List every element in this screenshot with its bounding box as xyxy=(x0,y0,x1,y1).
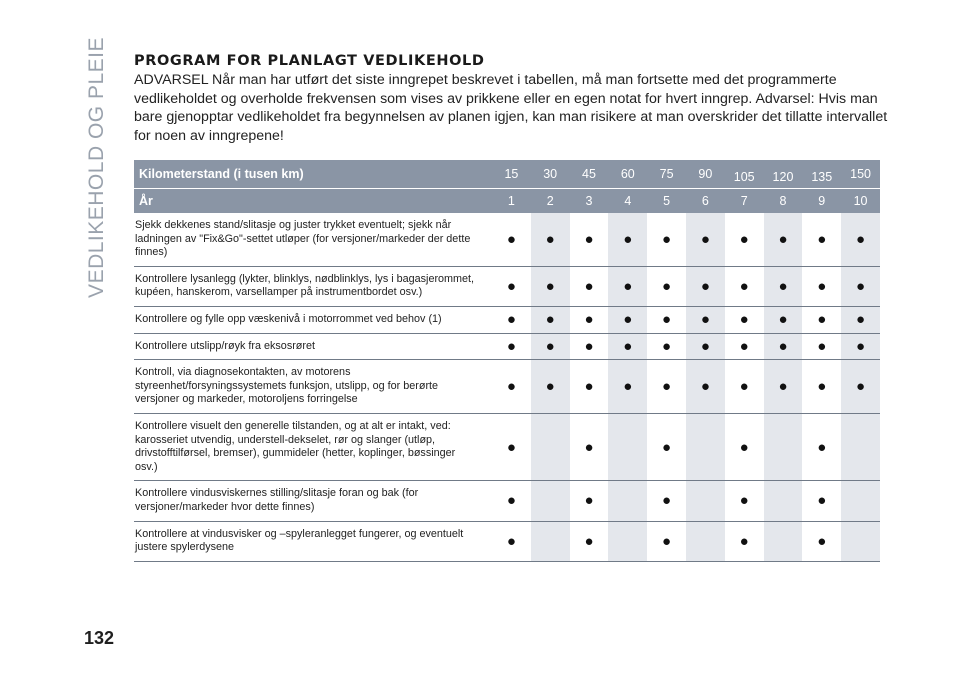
maintenance-schedule-table xyxy=(134,160,880,562)
schedule-cell xyxy=(725,267,764,306)
schedule-cell xyxy=(802,360,841,413)
row-description: Kontrollere visuelt den generelle tilstanden, og at alt er intakt, ved: karosseriet utvendig, understell-dekselet, rør og slanger (utløp, drivstofftilførsel, bremser), gummideler (hetter, koplinger, bøssinger osv.) xyxy=(135,419,456,473)
interval-dot-icon: ● xyxy=(584,532,594,550)
header-km-cell: 90 xyxy=(698,167,713,181)
interval-dot-icon: ● xyxy=(506,532,516,550)
schedule-cell xyxy=(802,213,841,266)
section-side-title-text: VEDLIKEHOLD OG PLEIE xyxy=(85,37,108,298)
schedule-cell xyxy=(725,360,764,413)
schedule-cell xyxy=(492,213,531,266)
interval-dot-icon: ● xyxy=(662,311,672,329)
interval-dot-icon: ● xyxy=(856,337,866,355)
schedule-cell xyxy=(841,481,880,520)
interval-dot-icon: ● xyxy=(506,438,516,456)
schedule-cell xyxy=(725,334,764,360)
row-description: Kontrollere at vindusvisker og –spyleranlegget fungerer, og eventuelt justere spylerdysene xyxy=(135,527,464,554)
schedule-cell xyxy=(686,414,725,480)
interval-dot-icon: ● xyxy=(506,337,516,355)
interval-dot-icon: ● xyxy=(739,311,749,329)
schedule-cell xyxy=(492,414,531,480)
schedule-cell xyxy=(686,334,725,360)
schedule-cell xyxy=(647,522,686,561)
interval-dot-icon: ● xyxy=(856,277,866,295)
intro-warning-text: ADVARSEL Når man har utført det siste inngrepet beskrevet i tabellen, må man fortsette med det programmerte vedlikeholdet og overholde frekvensen som vises av prikkene eller en egen notat for hvert inngrep. Advarsel: Hvis man bare gjenopptar vedlikeholdet fra begynnelsen av planen igjen, kan man risikere at man overskrider det tillatte intervallet for noen av inngrepene! xyxy=(134,72,888,144)
schedule-cell xyxy=(570,414,609,480)
schedule-cell xyxy=(764,481,803,520)
interval-dot-icon: ● xyxy=(545,337,555,355)
year-header-cells xyxy=(492,189,880,213)
interval-dot-icon: ● xyxy=(817,277,827,295)
schedule-cell xyxy=(686,481,725,520)
interval-dot-icon: ● xyxy=(662,492,672,510)
interval-dot-icon: ● xyxy=(856,378,866,396)
row-description: Kontrollere vindusviskernes stilling/slitasje foran og bak (for versjoner/markeder hvor dette finnes) xyxy=(135,487,419,513)
interval-dot-icon: ● xyxy=(623,277,633,295)
schedule-cell xyxy=(570,360,609,413)
interval-dot-icon: ● xyxy=(662,337,672,355)
schedule-cell xyxy=(686,360,725,413)
interval-dot-icon: ● xyxy=(584,438,594,456)
schedule-cell xyxy=(764,213,803,266)
interval-dot-icon: ● xyxy=(545,277,555,295)
interval-dot-icon: ● xyxy=(506,311,516,329)
row-cells xyxy=(492,360,880,413)
header-km-cell: 30 xyxy=(543,167,558,181)
table-row xyxy=(134,307,880,334)
schedule-cell xyxy=(725,307,764,333)
schedule-cell xyxy=(725,481,764,520)
schedule-cell xyxy=(608,213,647,266)
header-year-label: År xyxy=(139,194,153,208)
row-description: Kontroll, via diagnosekontakten, av motorens styreenhet/forsyningssystemets funksjon, utslipp, og for berørte versjoner og markeder, motoroljens forringelse xyxy=(135,366,439,406)
schedule-cell xyxy=(531,267,570,306)
interval-dot-icon: ● xyxy=(506,492,516,510)
schedule-cell xyxy=(492,334,531,360)
page-heading: PROGRAM FOR PLANLAGT VEDLIKEHOLD xyxy=(134,53,485,69)
schedule-cell xyxy=(531,213,570,266)
schedule-cell xyxy=(647,481,686,520)
schedule-cell xyxy=(608,307,647,333)
schedule-cell xyxy=(841,213,880,266)
table-row xyxy=(134,213,880,267)
interval-dot-icon: ● xyxy=(856,230,866,248)
interval-dot-icon: ● xyxy=(623,230,633,248)
schedule-cell xyxy=(608,522,647,561)
interval-dot-icon: ● xyxy=(506,230,516,248)
schedule-cell xyxy=(570,334,609,360)
interval-dot-icon: ● xyxy=(778,311,788,329)
schedule-cell xyxy=(608,414,647,480)
schedule-cell xyxy=(841,522,880,561)
schedule-cell xyxy=(608,360,647,413)
schedule-cell xyxy=(608,334,647,360)
interval-dot-icon: ● xyxy=(584,378,594,396)
schedule-cell xyxy=(841,334,880,360)
interval-dot-icon: ● xyxy=(778,378,788,396)
row-description: Kontrollere utslipp/røyk fra eksosrøret xyxy=(135,339,316,352)
interval-dot-icon: ● xyxy=(739,532,749,550)
schedule-cell xyxy=(725,414,764,480)
schedule-cell xyxy=(764,414,803,480)
km-header-cells xyxy=(492,160,880,188)
interval-dot-icon: ● xyxy=(662,230,672,248)
schedule-cell xyxy=(647,213,686,266)
interval-dot-icon: ● xyxy=(739,378,749,396)
header-row-year xyxy=(134,189,880,213)
interval-dot-icon: ● xyxy=(856,311,866,329)
header-year-cell: 10 xyxy=(853,194,868,208)
schedule-cell xyxy=(570,307,609,333)
interval-dot-icon: ● xyxy=(739,337,749,355)
schedule-cell xyxy=(492,360,531,413)
interval-dot-icon: ● xyxy=(506,277,516,295)
header-km-cell: 105 xyxy=(733,170,755,184)
header-km-cell: 60 xyxy=(620,167,635,181)
interval-dot-icon: ● xyxy=(778,230,788,248)
interval-dot-icon: ● xyxy=(739,438,749,456)
interval-dot-icon: ● xyxy=(584,277,594,295)
schedule-cell xyxy=(492,522,531,561)
header-km-cell: 75 xyxy=(659,167,674,181)
interval-dot-icon: ● xyxy=(584,337,594,355)
interval-dot-icon: ● xyxy=(778,337,788,355)
table-row xyxy=(134,334,880,361)
schedule-cell xyxy=(802,481,841,520)
page-number: 132 xyxy=(84,628,115,648)
interval-dot-icon: ● xyxy=(662,438,672,456)
interval-dot-icon: ● xyxy=(584,311,594,329)
row-cells xyxy=(492,307,880,333)
interval-dot-icon: ● xyxy=(700,230,710,248)
interval-dot-icon: ● xyxy=(817,532,827,550)
schedule-cell xyxy=(686,307,725,333)
schedule-cell xyxy=(531,360,570,413)
header-year-cell: 1 xyxy=(507,194,515,208)
interval-dot-icon: ● xyxy=(778,277,788,295)
schedule-cell xyxy=(531,307,570,333)
table-row xyxy=(134,414,880,481)
interval-dot-icon: ● xyxy=(623,378,633,396)
interval-dot-icon: ● xyxy=(739,492,749,510)
header-year-cell: 3 xyxy=(585,194,593,208)
schedule-cell xyxy=(764,522,803,561)
row-cells xyxy=(492,481,880,520)
interval-dot-icon: ● xyxy=(739,277,749,295)
schedule-cell xyxy=(802,267,841,306)
interval-dot-icon: ● xyxy=(817,378,827,396)
interval-dot-icon: ● xyxy=(623,311,633,329)
row-description: Kontrollere lysanlegg (lykter, blinklys, nødblinklys, lys i bagasjerommet, kupéen, hanskerom, varsellamper på instrumentbordet osv.) xyxy=(135,272,475,299)
interval-dot-icon: ● xyxy=(545,378,555,396)
schedule-cell xyxy=(841,267,880,306)
schedule-cell xyxy=(608,267,647,306)
schedule-cell xyxy=(531,481,570,520)
schedule-cell xyxy=(570,267,609,306)
row-description: Kontrollere og fylle opp væskenivå i motorrommet ved behov (1) xyxy=(135,312,442,325)
row-description: Sjekk dekkenes stand/slitasje og juster trykket eventuelt; sjekk når ladningen av "Fix&Go"-settet utløper (for versjoner/markeder der dette finnes) xyxy=(135,219,471,259)
header-km-cell: 45 xyxy=(582,167,596,181)
schedule-cell xyxy=(802,522,841,561)
schedule-cell xyxy=(686,267,725,306)
interval-dot-icon: ● xyxy=(623,337,633,355)
schedule-cell xyxy=(608,481,647,520)
table-body xyxy=(134,213,880,562)
schedule-cell xyxy=(570,481,609,520)
header-row-km xyxy=(134,160,880,188)
section-side-title xyxy=(84,37,110,298)
table-row xyxy=(134,267,880,307)
schedule-cell xyxy=(725,213,764,266)
interval-dot-icon: ● xyxy=(584,230,594,248)
schedule-cell xyxy=(570,522,609,561)
interval-dot-icon: ● xyxy=(817,311,827,329)
header-km-cell: 15 xyxy=(504,167,519,181)
schedule-cell xyxy=(802,414,841,480)
row-cells xyxy=(492,414,880,480)
header-year-cell: 9 xyxy=(818,194,826,208)
interval-dot-icon: ● xyxy=(817,492,827,510)
schedule-cell xyxy=(647,334,686,360)
header-km-cell: 135 xyxy=(811,170,833,184)
interval-dot-icon: ● xyxy=(817,438,827,456)
header-year-cell: 2 xyxy=(546,194,554,208)
interval-dot-icon: ● xyxy=(545,311,555,329)
header-km-label: Kilometerstand (i tusen km) xyxy=(139,167,304,181)
interval-dot-icon: ● xyxy=(700,277,710,295)
schedule-cell xyxy=(531,522,570,561)
schedule-cell xyxy=(492,267,531,306)
interval-dot-icon: ● xyxy=(506,378,516,396)
schedule-cell xyxy=(647,414,686,480)
schedule-cell xyxy=(647,267,686,306)
interval-dot-icon: ● xyxy=(584,492,594,510)
interval-dot-icon: ● xyxy=(817,230,827,248)
interval-dot-icon: ● xyxy=(739,230,749,248)
interval-dot-icon: ● xyxy=(545,230,555,248)
header-year-cell: 6 xyxy=(701,194,709,208)
schedule-cell xyxy=(764,334,803,360)
schedule-cell xyxy=(725,522,764,561)
schedule-cell xyxy=(764,307,803,333)
schedule-cell xyxy=(570,213,609,266)
header-year-cell: 5 xyxy=(663,194,671,208)
schedule-cell xyxy=(531,414,570,480)
row-cells xyxy=(492,522,880,561)
header-km-cell: 150 xyxy=(850,167,871,181)
schedule-cell xyxy=(531,334,570,360)
interval-dot-icon: ● xyxy=(662,532,672,550)
header-year-cell: 4 xyxy=(624,194,632,208)
interval-dot-icon: ● xyxy=(700,311,710,329)
header-km-cell: 120 xyxy=(772,170,794,184)
table-row xyxy=(134,522,880,562)
schedule-cell xyxy=(492,481,531,520)
interval-dot-icon: ● xyxy=(700,337,710,355)
schedule-cell xyxy=(841,360,880,413)
interval-dot-icon: ● xyxy=(700,378,710,396)
header-year-cell: 7 xyxy=(740,194,748,208)
schedule-cell xyxy=(686,522,725,561)
schedule-cell xyxy=(647,307,686,333)
schedule-cell xyxy=(841,307,880,333)
schedule-cell xyxy=(764,360,803,413)
schedule-cell xyxy=(492,307,531,333)
schedule-cell xyxy=(841,414,880,480)
row-cells xyxy=(492,213,880,266)
interval-dot-icon: ● xyxy=(662,277,672,295)
header-year-cell: 8 xyxy=(779,194,787,208)
interval-dot-icon: ● xyxy=(662,378,672,396)
row-cells xyxy=(492,267,880,306)
schedule-cell xyxy=(802,334,841,360)
schedule-cell xyxy=(647,360,686,413)
table-row xyxy=(134,481,880,521)
schedule-cell xyxy=(764,267,803,306)
table-row xyxy=(134,360,880,414)
row-cells xyxy=(492,334,880,360)
schedule-cell xyxy=(686,213,725,266)
interval-dot-icon: ● xyxy=(817,337,827,355)
schedule-cell xyxy=(802,307,841,333)
